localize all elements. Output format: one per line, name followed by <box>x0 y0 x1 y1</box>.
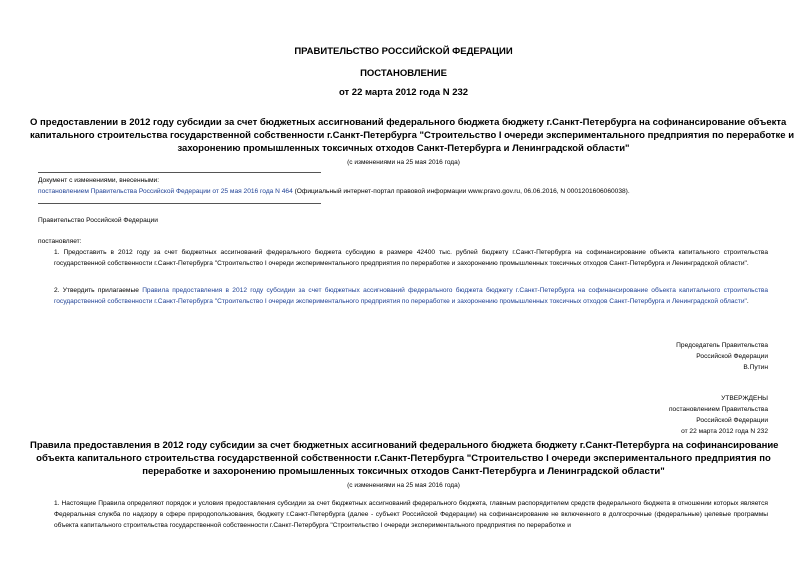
signature-line: Российской Федерации <box>696 353 768 360</box>
government-label: Правительство Российской Федерации <box>38 217 158 224</box>
paragraph-item-1: 1. Предоставить в 2012 году за счет бюджетных ассигнований федерального бюджета субсидию в размере 42400 тыс. рублей бюджету г.Санкт-Петербурга на софинансирование объекта капитального строительства государственной собственности г.Санкт-Петербурга "Строительство I очереди экспериментального предприятия по переработке и захоронению промышленных токсичных отходов Санкт-Петербурга и Ленинградской области". <box>54 249 768 267</box>
title-line: захоронению промышленных токсичных отходов Санкт-Петербурга и Ленинградской области" <box>177 143 630 154</box>
signature-block <box>676 340 768 373</box>
approval-block <box>669 393 768 437</box>
changes-entry <box>38 186 768 197</box>
item2-prefix: 2. Утвердить прилагаемые <box>54 287 143 294</box>
government-heading: ПРАВИТЕЛЬСТВО РОССИЙСКОЙ ФЕДЕРАЦИИ <box>294 46 513 57</box>
rules-title <box>30 439 777 478</box>
postanovlyaet-label: постановляет: <box>38 238 82 245</box>
document-date: от 22 марта 2012 года N 232 <box>338 87 469 98</box>
rules-title-line: переработке и захоронению промышленных токсичных отходов Санкт-Петербурга и Ленинградской области" <box>142 466 665 477</box>
amendment-link[interactable]: постановлением Правительства Российской Федерации от 25 мая 2016 года N 464 <box>38 188 293 195</box>
signature-line: В.Путин <box>743 364 768 371</box>
paragraph-item-2 <box>38 285 768 307</box>
amendment-note: (с изменениями на 25 мая 2016 года) <box>347 159 460 166</box>
document-title <box>30 116 795 155</box>
changes-source: (Официальный интернет-портал правовой информации www.pravo.gov.ru, 06.06.2016, N 0001201606060038). <box>292 188 630 195</box>
title-line: О предоставлении в 2012 году субсидии за счет бюджетных ассигнований федерального бюджета бюджету г.Санкт-Петербурга на софинансирование объекта <box>30 117 787 128</box>
approval-line: постановлением Правительства <box>668 406 768 413</box>
amendment-note: (с изменениями на 25 мая 2016 года) <box>347 482 460 489</box>
signature-line: Председатель Правительства <box>676 342 768 349</box>
rules-link[interactable]: Правила предоставления в 2012 году субсидии за счет бюджетных ассигнований федерального бюджета бюджету г.Санкт-Петербурга на софинансирование объекта капитального строительства государственной собственности г.Санкт-Петербурга "Строительство I очереди экспериментального предприятия по переработке и захоронению промышленных токсичных отходов Санкт-Петербурга и Ленинградской области" <box>54 287 768 305</box>
divider <box>38 203 321 204</box>
rules-paragraph-1: 1. Настоящие Правила определяют порядок и условия предоставления субсидии за счет бюджетных ассигнований федерального бюджета, главным распорядителем средств федерального бюджета в отношении которых является Федеральная служба по надзору в сфере природопользования, бюджету г.Санкт-Петербурга (далее - субъект Российской Федерации) на софинансирование не включенного в долгосрочные (федеральные) целевые программы объекта капитального строительства государственной собственности г.Санкт-Петербурга "Строительство I очереди экспериментального предприятия по переработке и <box>54 500 768 529</box>
approval-line: УТВЕРЖДЕНЫ <box>721 395 768 402</box>
approval-line: от 22 марта 2012 года N 232 <box>681 428 768 435</box>
changes-heading: Документ с изменениями, внесенными: <box>38 177 160 184</box>
document-kind: ПОСТАНОВЛЕНИЕ <box>360 68 447 79</box>
divider <box>38 172 321 173</box>
approval-line: Российской Федерации <box>696 417 768 424</box>
title-line: капитального строительства государственной собственности г.Санкт-Петербурга "Строительство I очереди экспериментального предприятия по переработке и <box>30 130 795 141</box>
item2-suffix: . <box>746 298 749 305</box>
rules-title-line: объекта капитального строительства государственной собственности г.Санкт-Петербурга "Строительство I очереди экспериментального предприятия по <box>36 453 771 464</box>
rules-title-line: Правила предоставления в 2012 году субсидии за счет бюджетных ассигнований федерального бюджета бюджету г.Санкт-Петербурга на софинансирование <box>30 440 779 451</box>
